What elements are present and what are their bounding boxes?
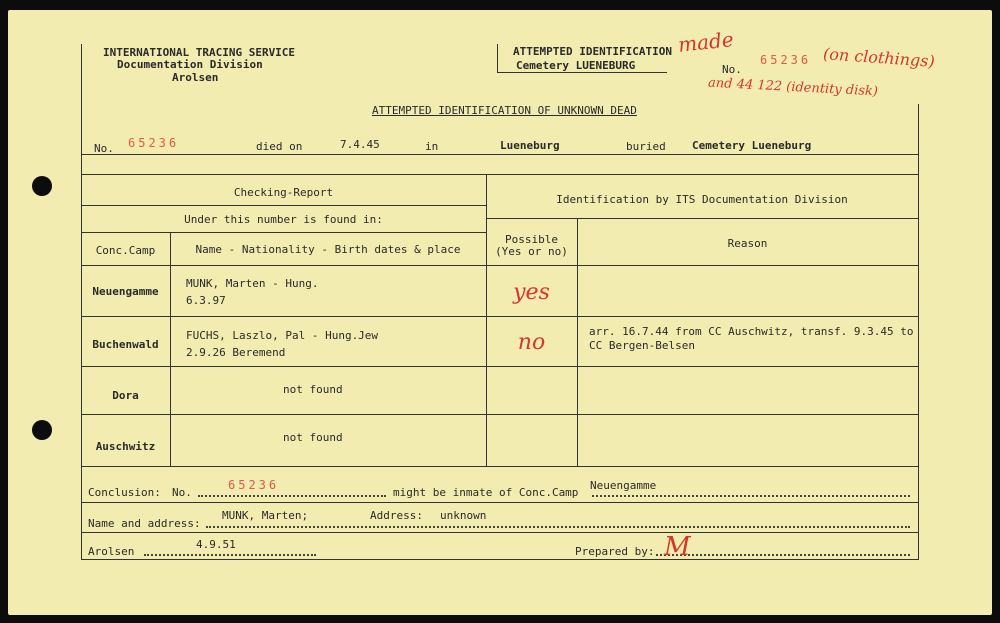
punch-hole-bottom — [32, 420, 52, 440]
org-name: INTERNATIONAL TRACING SERVICE — [103, 46, 296, 59]
camp-column-divider — [170, 232, 171, 466]
death-line-rule — [81, 154, 919, 155]
footer-rule — [81, 559, 919, 560]
checking-report-title: Checking-Report — [233, 186, 334, 199]
row-camp-dora: Dora — [112, 389, 139, 402]
row-camp-buchenwald: Buchenwald — [92, 338, 159, 351]
center-divider — [486, 174, 487, 466]
conclusion-no-value: 65236 — [228, 478, 280, 492]
table-bottom-rule — [81, 466, 919, 467]
conclusion-rule — [81, 502, 919, 503]
buried-label: buried — [626, 140, 666, 153]
org-city: Arolsen — [172, 71, 219, 84]
conclusion-label: Conclusion: — [88, 486, 161, 499]
frame-left — [81, 44, 82, 559]
prepared-by-label: Prepared by: — [575, 545, 655, 558]
conclusion-no-label: No. — [172, 486, 192, 499]
in-label: in — [425, 140, 439, 153]
death-no-label: No. — [94, 142, 114, 155]
row-name-line1: MUNK, Marten - Hung. — [186, 277, 319, 290]
row-name-not-found: not found — [283, 431, 343, 444]
punch-hole-top — [32, 176, 52, 196]
address-value: unknown — [440, 509, 487, 522]
header-no-label: No. — [722, 63, 742, 76]
row-camp-auschwitz: Auschwitz — [95, 440, 156, 453]
buried-value: Cemetery Lueneburg — [692, 139, 812, 152]
attempted-identification-label: ATTEMPTED IDENTIFICATION — [513, 45, 672, 58]
row-rule-3 — [81, 414, 919, 415]
ident-title-rule — [486, 218, 918, 219]
frame-right — [918, 104, 919, 559]
col-header-camp: Conc.Camp — [95, 244, 156, 257]
row-name-not-found: not found — [283, 383, 343, 396]
header-box-left — [497, 44, 498, 72]
name-address-rule — [81, 532, 919, 533]
header-no-value: 65236 — [760, 53, 812, 67]
death-no-value: 65236 — [128, 136, 180, 150]
name-address-dotted-line — [206, 526, 910, 528]
header-box-bottom — [497, 72, 667, 73]
row-rule-1 — [81, 316, 919, 317]
handwritten-note-identity-disk: and 44 122 (identity disk) — [707, 75, 879, 100]
name-value: MUNK, Marten; — [222, 509, 309, 522]
row-name-line1: FUCHS, Laszlo, Pal - Hung.Jew — [186, 329, 379, 342]
row-rule-2 — [81, 366, 919, 367]
row-possible-no: no — [517, 330, 546, 355]
row-camp-neuengamme: Neuengamme — [92, 285, 159, 298]
row-name-line2: 6.3.97 — [186, 294, 226, 307]
handwritten-note-clothings: (on clothings) — [822, 44, 936, 71]
identification-title: Identification by ITS Documentation Division — [556, 193, 848, 206]
footer-date-dotted-line — [144, 554, 316, 556]
column-header-rule — [81, 265, 919, 266]
org-division: Documentation Division — [117, 58, 263, 71]
row-reason-line1: arr. 16.7.44 from CC Auschwitz, transf. 9.3.45 to — [589, 325, 914, 338]
conclusion-inmate-text: might be inmate of Conc.Camp — [393, 486, 579, 499]
table-top-rule — [81, 174, 919, 175]
died-on-value: 7.4.45 — [340, 138, 380, 151]
col-header-possible: Possible — [505, 233, 558, 246]
died-on-label: died on — [256, 140, 303, 153]
conclusion-no-dotted-line — [198, 495, 386, 497]
conclusion-camp-value: Neuengamme — [590, 479, 657, 492]
footer-city: Arolsen — [88, 545, 135, 558]
col-header-possible-sub: (Yes or no) — [495, 245, 568, 258]
col-header-name: Name - Nationality - Birth dates & place — [195, 243, 461, 256]
checking-title-rule — [81, 205, 486, 206]
address-label: Address: — [370, 509, 423, 522]
prepared-by-signature: M — [664, 532, 691, 562]
footer-date: 4.9.51 — [196, 538, 236, 551]
form-title: ATTEMPTED IDENTIFICATION OF UNKNOWN DEAD — [372, 104, 637, 117]
handwritten-made: made — [676, 27, 735, 57]
row-name-line2: 2.9.26 Beremend — [186, 346, 286, 359]
name-address-label: Name and address: — [88, 517, 201, 530]
checking-report-subtitle: Under this number is found in: — [184, 213, 383, 226]
prepared-by-dotted-line — [656, 554, 910, 556]
death-place: Lueneburg — [500, 139, 560, 152]
cemetery-label: Cemetery LUENEBURG — [516, 59, 636, 72]
checking-subtitle-rule — [81, 232, 486, 233]
row-possible-yes: yes — [513, 280, 550, 305]
conclusion-camp-dotted-line — [592, 495, 910, 497]
possible-column-divider — [577, 218, 578, 466]
row-reason-line2: CC Bergen-Belsen — [589, 339, 695, 352]
col-header-reason: Reason — [727, 237, 768, 250]
